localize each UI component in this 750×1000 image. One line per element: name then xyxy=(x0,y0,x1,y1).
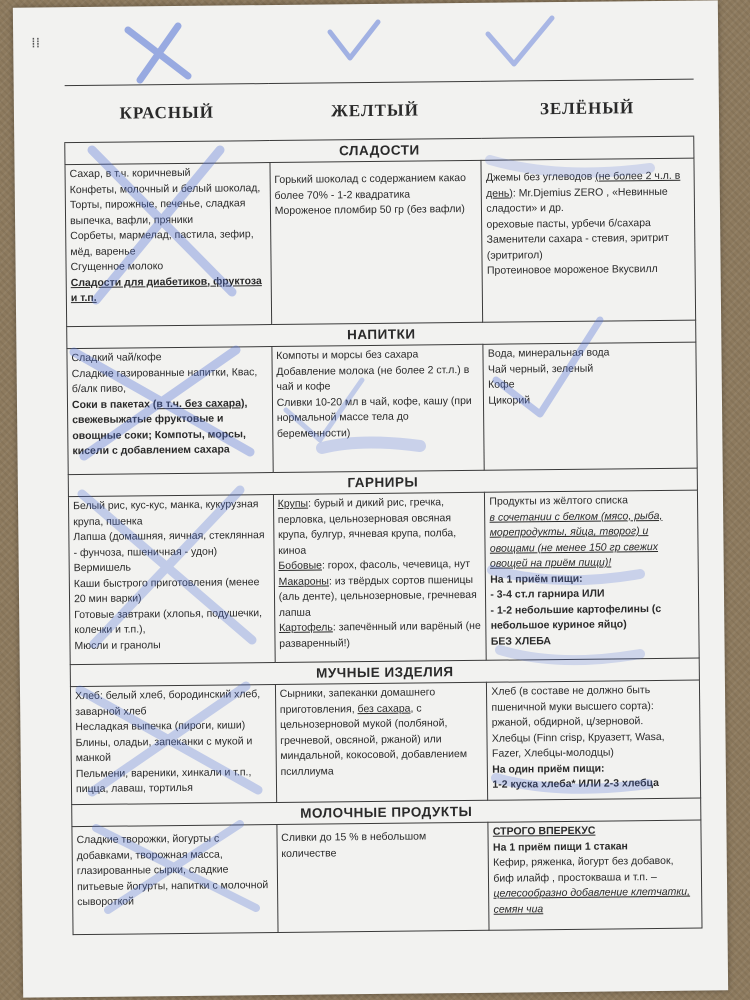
item xyxy=(280,685,484,780)
item: Хлеб: белый хлеб, бородинский хлеб, заварной хлеб xyxy=(74,688,261,718)
text-part: (в т.ч. без сахара) xyxy=(152,396,245,410)
item: Блины, оладьи, запеканки с мукой и манкой xyxy=(75,734,253,765)
cell-green-bread xyxy=(487,680,701,800)
header-row xyxy=(64,79,694,143)
item xyxy=(486,169,690,218)
item: Продукты из жёлтого списка xyxy=(489,494,628,508)
item: Сладости для диабетиков, фруктоза и т.п. xyxy=(70,274,262,305)
item xyxy=(278,495,481,559)
item: - 1-2 небольшие картофелины (с небольшое куриное яйцо) xyxy=(490,602,662,632)
text-part: Бобовые xyxy=(278,559,323,572)
item: 1-2 куска хлеба* ИЛИ 2-3 хлебца xyxy=(492,776,660,791)
item: Пельмени, вареники, хинкали и т.п., пицца, лаваш, тортилья xyxy=(75,765,252,796)
item: Сладкие газированные напитки, Квас, б/алк пиво, xyxy=(71,365,258,396)
item: Кофе xyxy=(488,378,515,391)
text-part: : запечённый или варёный (не разваренный!) xyxy=(279,619,481,650)
item: Сливки 10-20 мл в чай, кофе, кашу (при нормальной массе тела до беременности) xyxy=(276,394,472,440)
cell-yellow-sides xyxy=(273,492,486,662)
item: Каши быстрого приготовления (менее 20 мин варки) xyxy=(73,575,260,606)
food-table xyxy=(64,79,703,936)
text-part: : из твёрдых сортов пшеницы (аль денте), цельнозерновые, гречневая лапша xyxy=(278,573,477,619)
item: Торты, пирожные, печенье, сладкая выпечка, вафли, пряники xyxy=(69,197,246,227)
item: Сахар, в т.ч. коричневый xyxy=(69,166,191,181)
text-part: Картофель xyxy=(278,621,333,634)
item: На один приём пищи: xyxy=(492,762,605,776)
item: Сладкие творожки, йогурты с добавками, творожная масса, глазированные сырки, сладкие питьевые йогурты, напитки с молочной сывороткой xyxy=(76,832,269,909)
text-part: Макароны xyxy=(278,574,330,588)
item: Мороженое пломбир 50 гр (без вафли) xyxy=(274,202,465,217)
item: СТРОГО ВПЕРЕКУС xyxy=(492,824,596,838)
item: Хлебцы (Finn crisp, Круазетт, Wasa, Fazer, Хлебцы-молодцы) xyxy=(491,730,665,760)
item: Чай черный, зеленый xyxy=(487,362,594,376)
cell-red-dairy xyxy=(72,825,278,935)
item: Сгущенное молоко xyxy=(70,260,164,274)
item: целесообразно добавление клетчатки, семян чиа xyxy=(493,885,691,916)
item: Лапша (домашняя, яичная, стеклянная - фунчоза, пшеничная - удон) xyxy=(73,529,265,559)
item: Сорбеты, мармелад, пастила, зефир, мёд, варенье xyxy=(70,228,254,258)
item xyxy=(72,396,268,460)
corner-mark-glyph: ⁞⁞ xyxy=(31,35,41,52)
section-title-sides: ГАРНИРЫ xyxy=(68,468,697,497)
text-part: : горох, фасоль, чечевица, нут xyxy=(321,557,471,572)
item: Мюсли и гранолы xyxy=(74,638,161,652)
item xyxy=(279,619,482,652)
section-row-dairy xyxy=(72,820,702,935)
item: Заменители сахара - стевия, эритрит (эритригол) xyxy=(486,231,669,262)
text-part: Крупы xyxy=(277,497,309,510)
section-row-sweets xyxy=(65,158,696,327)
item: Несладкая выпечка (пироги, киши) xyxy=(75,719,246,734)
section-title-drinks: НАПИТКИ xyxy=(67,320,696,349)
section-title-bread: МУЧНЫЕ ИЗДЕЛИЯ xyxy=(70,658,699,687)
item: Компоты и морсы без сахара xyxy=(276,348,419,362)
item: Вода, минеральная вода xyxy=(487,346,610,360)
cell-red-sweets xyxy=(65,163,271,327)
item xyxy=(278,572,481,621)
item: - 3-4 ст.л гарнира ИЛИ xyxy=(490,587,605,601)
item: Белый рис, кус-кус, манка, кукурузная крупа, пшенка xyxy=(72,498,259,528)
item: Горький шоколад с содержанием какао более 70% - 1-2 квадратика xyxy=(274,171,466,202)
text-part: , свежевыжатые фруктовые и овощные соки; Компоты, морсы, кисели с добавлением сахара xyxy=(72,396,248,458)
item: БЕЗ ХЛЕБА xyxy=(490,634,552,648)
section-title-dairy: МОЛОЧНЫЕ ПРОДУКТЫ xyxy=(72,798,701,827)
text-part: Джемы без углеводов xyxy=(485,170,593,184)
section-row-drinks xyxy=(67,342,697,475)
item: Готовые завтраки (хлопья, подушечки, колечки и т.п.), xyxy=(74,606,263,637)
item: Сливки до 15 % в небольшом количестве xyxy=(281,830,427,860)
item: Конфеты, молочный и белый шоколад, xyxy=(69,181,261,196)
item: Хлеб (в составе не должно быть пшеничной муки высшего сорта): ржаной, обдирной, ц/зерновой. xyxy=(491,684,654,729)
section-row-sides xyxy=(68,490,699,665)
item: Сладкий чай/кофе xyxy=(71,351,162,365)
cell-green-dairy xyxy=(488,820,702,930)
text-part: : бурый и дикий рис, гречка, перловка, цельнозерновая овсяная крупа, булгур, ячневая крупа, полба, киноа xyxy=(277,496,457,557)
item: в сочетании с белком (мясо, рыба, морепродукты, яйца, творог) и овощами (не менее 150 гр свежих овощей на приём пищи)! xyxy=(489,509,663,570)
text-part: Соки в пакетах xyxy=(71,397,151,411)
item: Вермишель xyxy=(73,561,132,575)
text-part: Сырники, запеканки домашнего приготовления, xyxy=(279,686,436,716)
header-yellow: ЖЕЛТЫЙ xyxy=(269,81,481,140)
cell-green-sides xyxy=(485,490,699,660)
cell-yellow-sweets xyxy=(270,160,483,324)
text-part: : Mr.Djemius ZERO , «Невинные сладости» и др. xyxy=(486,185,668,215)
item: Кефир, ряженка, йогурт без добавок, биф илайф , простокваша и т.п. – xyxy=(493,854,674,885)
section-row-bread xyxy=(70,680,700,805)
header-red: КРАСНЫЙ xyxy=(64,84,269,143)
cell-yellow-dairy xyxy=(277,822,490,932)
header-green: ЗЕЛЁНЫЙ xyxy=(480,79,693,138)
cell-red-bread xyxy=(70,685,276,805)
cell-red-drinks xyxy=(67,347,273,475)
item: На 1 приём пищи 1 стакан xyxy=(492,839,628,854)
cell-green-drinks xyxy=(483,342,697,470)
item xyxy=(278,557,481,575)
section-title-sweets: СЛАДОСТИ xyxy=(65,136,694,165)
cell-red-sides xyxy=(68,495,274,665)
text-part: без сахара xyxy=(357,702,411,715)
paper-sheet xyxy=(13,0,728,997)
text-part: , с цельнозерновой мукой (полбяной, гречневой, овсяной, ржаной) или миндальной, кокосовой, добавлением псиллиума xyxy=(279,701,468,778)
item: ореховые пасты, урбечи б/сахара xyxy=(486,216,651,231)
item: Добавление молока (не более 2 ст.л.) в чай и кофе xyxy=(276,363,470,393)
item: На 1 приём пищи: xyxy=(490,572,583,586)
item: Протеиновое мороженое Вкусвилл xyxy=(486,262,658,277)
cell-yellow-drinks xyxy=(272,344,485,472)
text-part: (не более 2 ч.л. в день) xyxy=(486,169,681,200)
item: Цикорий xyxy=(488,393,531,407)
cell-green-sweets xyxy=(481,158,695,322)
cell-yellow-bread xyxy=(275,682,488,802)
